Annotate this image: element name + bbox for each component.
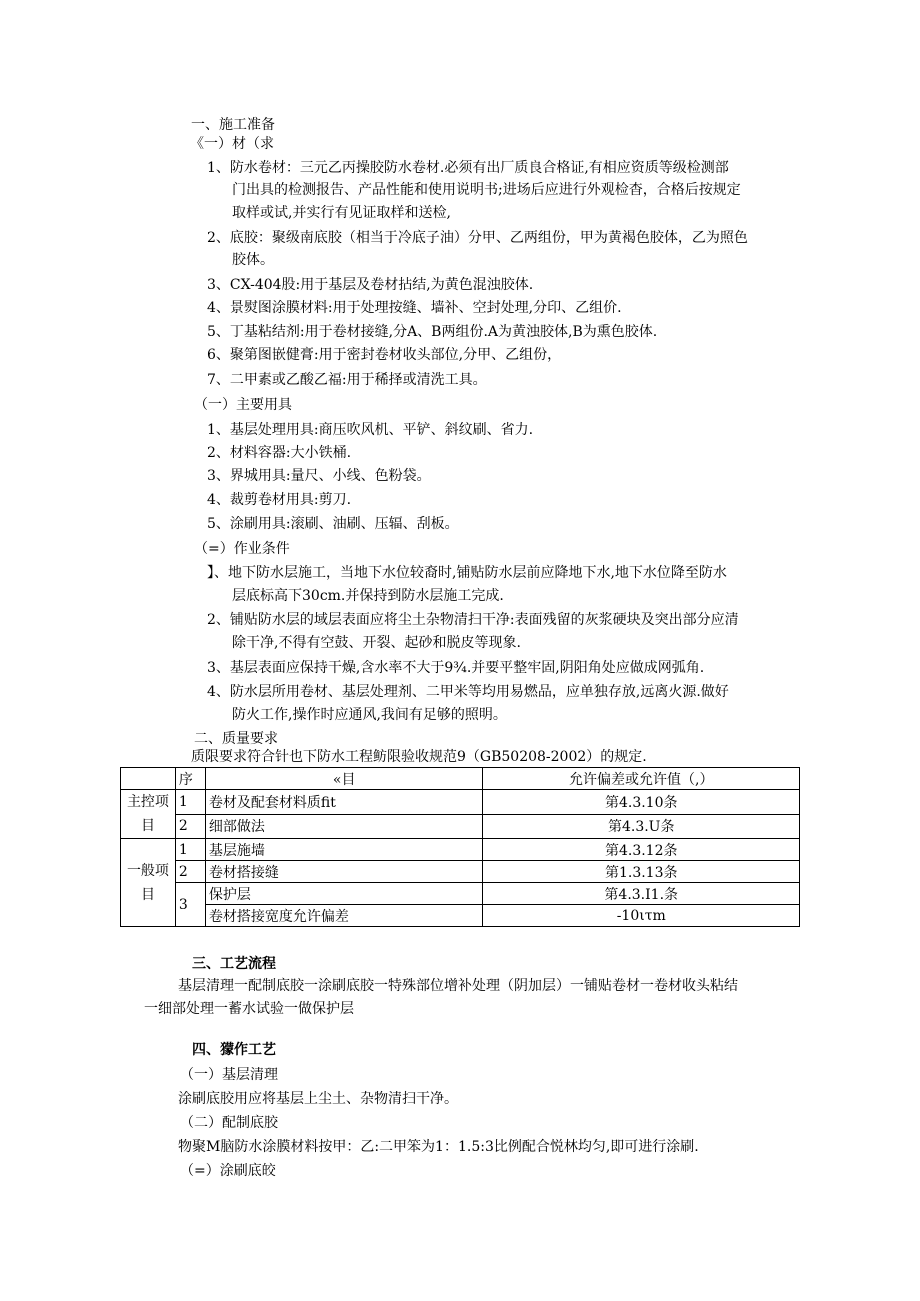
section3-title: 三、工艺流程 [192, 956, 276, 972]
table-row [121, 839, 800, 861]
row-value: 第4.3.U条 [483, 814, 800, 839]
row-value: 第4.3.I1.条 [483, 883, 800, 905]
condition-item-4: 4、防水层所用卷材、基层处理剂、二甲米等均用易燃品，应单独存放,远离火源.做好 [207, 684, 729, 700]
sub3-title: （=）涂刷底皎 [180, 1163, 276, 1179]
section1-title: 一、施工准备 [191, 117, 275, 133]
quality-table [120, 767, 800, 927]
main-category-cell: 主控项目 [121, 790, 176, 839]
condition-item-2: 2、铺贴防水层的域层表面应将尘土杂物清扫干净:表面残留的灰浆硬块及突出部分应清 [207, 612, 739, 628]
material-item-1: 1、防水卷材：三元乙丙操胶防水卷材.必须有出厂质良合格证,有相应资质等级检测部 [207, 160, 729, 176]
sub2-text: 物聚M脑防水涂膜材料按甲：乙:二甲笨为1：1.5:3比例配合悦林均匀,即可进行涂刷. [178, 1139, 699, 1155]
row-item: 卷材及配套材料质fit [205, 790, 483, 815]
row-item: 保护层 [205, 883, 483, 905]
header-no: 序 [175, 768, 205, 790]
condition-item-1: 】、地下防水层施工，当地下水位较裔时,铺贴防水层前应降地下水,地下水位降至防水 [207, 565, 727, 581]
process-flow-line-1: 基层清理一配制底胶一涂刷底胶一特殊部位增补处理（阴加层）一铺贴卷材一卷材收头粘结 [178, 978, 738, 994]
material-item-3: 3、CX-404股:用于基层及卷材拈结,为黄色混浊胶体. [207, 277, 534, 293]
table-row [121, 905, 800, 927]
row-value: 第1.3.13条 [483, 861, 800, 883]
tool-item-5: 5、涂刷用具:滚刷、油刷、压辐、刮板。 [207, 516, 459, 532]
row-item: 细部做法 [205, 814, 483, 839]
quality-intro: 质限要求符合针也下防水工程鲂限验收规范9（GB50208-2002）的规定. [191, 749, 647, 765]
row-no: 1 [175, 790, 205, 815]
tool-item-4: 4、裁剪卷材用具:剪刀. [207, 492, 352, 508]
row-no: 3 [175, 883, 205, 927]
material-item-1-cont2: 取样或试,并实行有见证取样和送检, [232, 205, 451, 221]
sub1-title: （一）基层清理 [180, 1067, 278, 1083]
table-header-row [121, 768, 800, 790]
condition-item-1-cont: 层底标高下30cm.并保持到防水层施工完成. [232, 588, 504, 604]
header-tolerance: 允许偏差或允许值（,） [483, 768, 800, 790]
table-row [121, 790, 800, 815]
row-item: 基层施墙 [205, 839, 483, 861]
material-item-2: 2、底胶：聚级南底胶（相当于冷底子油）分甲、乙两组份，甲为黄褐色胶体，乙为照色 [207, 230, 748, 246]
table-row [121, 883, 800, 905]
process-flow-line-2: 一细部处理一蓄水试验一做保护层 [144, 1001, 354, 1017]
section4-title: 四、獴作工艺 [192, 1042, 276, 1058]
table-row [121, 814, 800, 839]
material-item-5: 5、丁基粘结剂:用于卷材接缝,分A、B两组份.A为黄浊胶体,B为熏色胶体. [207, 324, 658, 340]
row-value: 第4.3.10条 [483, 790, 800, 815]
row-item: 卷材搭接宽度允许偏差 [205, 905, 483, 927]
header-item: «目 [205, 768, 483, 790]
row-no: 2 [175, 814, 205, 839]
tool-item-1: 1、基层处理用具:商压吹风机、平铲、斜纹刷、省力. [207, 422, 534, 438]
material-item-1-cont: 门出具的检测报告、产品性能和使用说明书;进场后应进行外观检杳，合格后按规定 [232, 182, 741, 198]
conditions-subtitle: （=）作业条件 [194, 541, 290, 557]
table-row [121, 861, 800, 883]
sub2-title: （二）配制底胶 [180, 1115, 278, 1131]
row-value: -10ιτm [483, 905, 800, 927]
header-category [121, 768, 176, 790]
material-item-7: 7、二甲素或乙酸乙福:用于稀择或清洗工具。 [207, 372, 487, 388]
tool-item-2: 2、材料容器:大小铁桶. [207, 445, 352, 461]
row-item: 卷材搭接缝 [205, 861, 483, 883]
section2-title: 二、质量要求 [194, 731, 278, 747]
material-item-6: 6、聚第图嵌健膏:用于密封卷材收头部位,分甲、乙组份， [207, 347, 562, 363]
condition-item-4-cont: 防火工作,操作时应通风,我间有足够的照明。 [232, 707, 507, 723]
row-no: 2 [175, 861, 205, 883]
condition-item-2-cont: 除干净,不得有空鼓、开裂、起砂和脱皮等现象. [232, 635, 521, 651]
row-no: 1 [175, 839, 205, 861]
tool-item-3: 3、界城用具:量尺、小线、色粉袋。 [207, 468, 431, 484]
material-item-2-cont: 胶体。 [232, 252, 274, 268]
materials-subtitle: 《一）材（求 [190, 136, 274, 152]
sub1-text: 涂刷底胶用应将基层上尘土、杂物清扫干净。 [178, 1091, 458, 1107]
tools-subtitle: （一）主要用具 [194, 397, 292, 413]
condition-item-3: 3、基层表面应保持干燥,含水率不大于9¾.并要平整牢固,阴阳角处应做成网弧角. [207, 660, 705, 676]
general-category-cell: 一般项目 [121, 839, 176, 927]
material-item-4: 4、景熨图涂膜材料:用于处理按缝、墙补、空封处理,分印、乙组价. [207, 300, 622, 316]
row-value: 第4.3.12条 [483, 839, 800, 861]
